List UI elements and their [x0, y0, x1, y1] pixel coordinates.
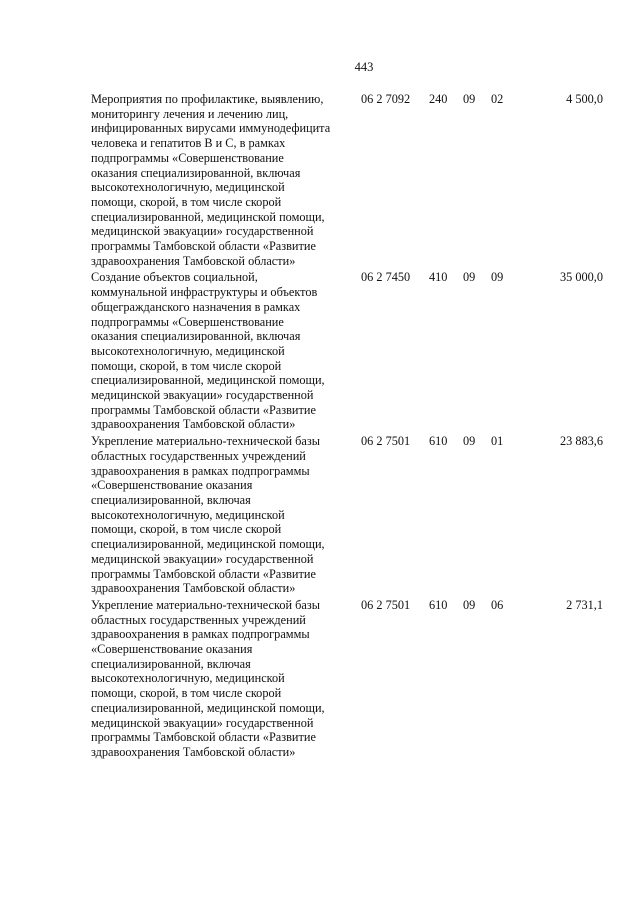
row-target-article-code: 06 2 7092	[361, 92, 411, 106]
row-target-article-code: 06 2 7450	[361, 270, 411, 285]
row-section-code: 09	[463, 92, 476, 106]
row-section-code: 09	[463, 597, 476, 612]
row-expense-type-code: 610	[429, 597, 448, 612]
row-subsection-code: 01	[491, 434, 504, 449]
row-amount: 4 500,0	[566, 92, 603, 106]
row-description: Укрепление материально-технической базы областных государственных учреждений здравоохранения в рамках подпрограммы «Совершенствование оказания специализированной, включая высокотехнологичную, медицинской помощи, скорой, в том числе скорой специализированной, медицинской помощи, медицинской эвакуации» государственной программы Тамбовской области «Развитие здравоохранения Тамбовской области»	[91, 597, 325, 759]
row-section-code: 09	[463, 270, 476, 285]
row-expense-type-code: 610	[429, 434, 448, 449]
budget-table	[91, 92, 603, 762]
row-amount: 2 731,1	[566, 597, 603, 612]
row-expense-type-code: 410	[429, 270, 448, 285]
row-section-code: 09	[463, 434, 476, 449]
page-number: 443	[354, 60, 374, 74]
row-amount: 35 000,0	[559, 270, 603, 285]
row-expense-type-code: 240	[429, 92, 448, 106]
table-row	[91, 92, 603, 268]
row-description: Создание объектов социальной, коммунальной инфраструктуры и объектов общегражданского назначения в рамках подпрограммы «Совершенствование оказания специализированной, включая высокотехнологичную, медицинской помощи, скорой, в том числе скорой специализированной, медицинской помощи, медицинской эвакуации» государственной программы Тамбовской области «Развитие здравоохранения Тамбовской области»	[91, 270, 325, 432]
row-amount: 23 883,6	[559, 434, 603, 449]
row-subsection-code: 02	[491, 92, 504, 106]
table-row	[91, 434, 603, 596]
row-target-article-code: 06 2 7501	[361, 597, 411, 612]
row-subsection-code: 06	[491, 597, 504, 612]
row-target-article-code: 06 2 7501	[361, 434, 411, 449]
row-description: Мероприятия по профилактике, выявлению, мониторингу лечения и лечению лиц, инфицированных вирусами иммунодефицита человека и гепатитов В и С, в рамках подпрограммы «Совершенствование оказания специализированной, включая высокотехнологичную, медицинской помощи, скорой, в том числе скорой специализированной, медицинской помощи, медицинской эвакуации» государственной программы Тамбовской области «Развитие здравоохранения Тамбовской области»	[91, 92, 331, 268]
table-row	[91, 270, 603, 432]
row-subsection-code: 09	[491, 270, 504, 285]
row-description: Укрепление материально-технической базы областных государственных учреждений здравоохранения в рамках подпрограммы «Совершенствование оказания специализированной, включая высокотехнологичную, медицинской помощи, скорой, в том числе скорой специализированной, медицинской помощи, медицинской эвакуации» государственной программы Тамбовской области «Развитие здравоохранения Тамбовской области»	[91, 434, 325, 596]
table-row	[91, 598, 603, 760]
